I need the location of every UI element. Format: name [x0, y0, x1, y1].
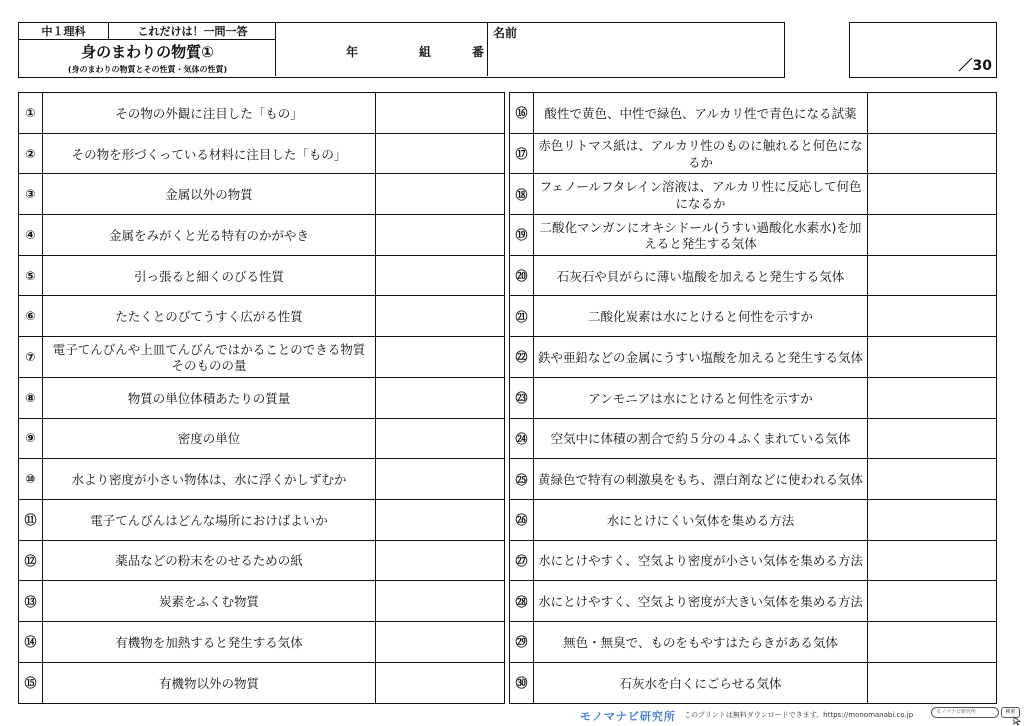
question-row [510, 256, 996, 297]
question-row [19, 541, 504, 582]
question-row [510, 215, 996, 256]
answer-cell[interactable] [376, 174, 504, 214]
answer-cell[interactable] [868, 174, 996, 214]
question-text: 有機物以外の物質 [43, 663, 376, 704]
question-text: 鉄や亜鉛などの金属にうすい塩酸を加えると発生する気体 [534, 337, 868, 377]
answer-cell[interactable] [376, 581, 504, 621]
question-text: 金属をみがくと光る特有のかがやき [43, 215, 376, 255]
question-text: 物質の単位体積あたりの質量 [43, 378, 376, 418]
question-text: 電子てんびんや上皿てんびんではかることのできる物質そのものの量 [43, 337, 376, 377]
score-total: ／30 [958, 58, 992, 74]
question-number: ④ [19, 215, 43, 255]
answer-cell[interactable] [868, 419, 996, 459]
cursor-icon [1013, 716, 1021, 726]
question-number: ② [19, 134, 43, 174]
question-text: 引っ張ると細くのびる性質 [43, 256, 376, 296]
question-text: フェノールフタレイン溶液は、アルカリ性に反応して何色になるか [534, 174, 868, 214]
question-text: 無色・無臭で、ものをもやすはたらきがある気体 [534, 622, 868, 662]
brand-logo: モノマナビ研究所 [580, 710, 676, 723]
series-label: これだけは！一問一答 [109, 23, 276, 40]
answer-cell[interactable] [376, 93, 504, 133]
answer-cell[interactable] [376, 215, 504, 255]
question-number: ㉚ [510, 663, 534, 704]
question-number: ① [19, 93, 43, 133]
question-number: ⑱ [510, 174, 534, 214]
question-text: 薬品などの粉末をのせるための紙 [43, 541, 376, 581]
question-number: ⑦ [19, 337, 43, 377]
answer-cell[interactable] [868, 459, 996, 499]
answer-cell[interactable] [376, 378, 504, 418]
question-row [19, 296, 504, 337]
question-number: ⑭ [19, 622, 43, 662]
question-row [510, 174, 996, 215]
question-number: ㉙ [510, 622, 534, 662]
question-text: 二酸化炭素は水にとけると何性を示すか [534, 296, 868, 336]
download-note: このプリントは無料ダウンロードできます。https://monomanabi.co.jp [684, 711, 914, 719]
question-row [19, 459, 504, 500]
question-row [510, 419, 996, 460]
question-text: たたくとのびてうすく広がる性質 [43, 296, 376, 336]
question-text: 密度の単位 [43, 419, 376, 459]
question-number: ⑪ [19, 500, 43, 540]
answer-cell[interactable] [868, 581, 996, 621]
question-number: ⑮ [19, 663, 43, 704]
search-button: 検索 [1001, 707, 1020, 718]
answer-cell[interactable] [868, 93, 996, 133]
question-number: ⑤ [19, 256, 43, 296]
question-number: ⑬ [19, 581, 43, 621]
question-text: 金属以外の物質 [43, 174, 376, 214]
question-row [19, 93, 504, 134]
question-text: 水にとけやすく、空気より密度が小さい気体を集める方法 [534, 541, 868, 581]
worksheet-header [18, 22, 785, 78]
class-info-block [276, 23, 488, 76]
question-number: ⑨ [19, 419, 43, 459]
question-row [19, 622, 504, 663]
class-label: 組 [419, 45, 432, 59]
question-row [510, 500, 996, 541]
answer-cell[interactable] [868, 215, 996, 255]
question-row [19, 215, 504, 256]
question-row [19, 378, 504, 419]
answer-cell[interactable] [376, 622, 504, 662]
question-text: 空気中に体積の割合で約５分の４ふくまれている気体 [534, 419, 868, 459]
worksheet-title: 身のまわりの物質① [81, 43, 214, 61]
question-text: 赤色リトマス紙は、アルカリ性のものに触れると何色になるか [534, 134, 868, 174]
question-row [19, 174, 504, 215]
question-number: ㉑ [510, 296, 534, 336]
search-box: モノマナビ研究所 [931, 707, 999, 718]
question-row [19, 581, 504, 622]
question-row [510, 622, 996, 663]
question-number: ㉖ [510, 500, 534, 540]
answer-cell[interactable] [376, 337, 504, 377]
question-text: 石灰石や貝がらに薄い塩酸を加えると発生する気体 [534, 256, 868, 296]
question-table-left [18, 92, 505, 704]
question-number: ⑫ [19, 541, 43, 581]
answer-cell[interactable] [868, 296, 996, 336]
question-number: ⑲ [510, 215, 534, 255]
name-label: 名前 [493, 26, 518, 40]
question-text: 石灰水を白くにごらせる気体 [534, 663, 868, 704]
answer-cell[interactable] [868, 134, 996, 174]
question-row [510, 296, 996, 337]
question-text: 黄緑色で特有の刺激臭をもち、漂白剤などに使われる気体 [534, 459, 868, 499]
answer-cell[interactable] [376, 541, 504, 581]
year-label: 年 [346, 45, 359, 59]
answer-cell[interactable] [376, 663, 504, 704]
question-row [19, 419, 504, 460]
question-number: ㉔ [510, 419, 534, 459]
answer-cell[interactable] [868, 378, 996, 418]
question-row [19, 500, 504, 541]
answer-cell[interactable] [868, 663, 996, 704]
question-number: ⑥ [19, 296, 43, 336]
question-text: その物を形づくっている材料に注目した「もの」 [43, 134, 376, 174]
question-row [510, 378, 996, 419]
question-row [19, 663, 504, 704]
question-number: ⑧ [19, 378, 43, 418]
answer-cell[interactable] [868, 337, 996, 377]
question-text: 水より密度が小さい物体は、水に浮くかしずむか [43, 459, 376, 499]
question-number: ⑩ [19, 459, 43, 499]
question-number: ⑰ [510, 134, 534, 174]
question-number: ㉗ [510, 541, 534, 581]
answer-cell[interactable] [376, 296, 504, 336]
number-label: 番 [472, 45, 485, 59]
answer-cell[interactable] [376, 500, 504, 540]
question-number: ③ [19, 174, 43, 214]
question-text: 二酸化マンガンにオキシドール(うすい過酸化水素水)を加えると発生する気体 [534, 215, 868, 255]
question-row [510, 459, 996, 500]
answer-cell[interactable] [376, 419, 504, 459]
answer-cell[interactable] [376, 459, 504, 499]
question-row [19, 256, 504, 297]
worksheet-subtitle: (身のまわりの物質とその性質・気体の性質) [67, 65, 228, 74]
question-text: 酸性で黄色、中性で緑色、アルカリ性で青色になる試薬 [534, 93, 868, 133]
question-text: アンモニアは水にとけると何性を示すか [534, 378, 868, 418]
score-box [849, 22, 997, 78]
question-text: その物の外観に注目した「もの」 [43, 93, 376, 133]
question-text: 炭素をふくむ物質 [43, 581, 376, 621]
answer-cell[interactable] [868, 622, 996, 662]
question-number: ㉓ [510, 378, 534, 418]
question-row [19, 134, 504, 175]
answer-cell[interactable] [868, 256, 996, 296]
question-text: 水にとけやすく、空気より密度が大きい気体を集める方法 [534, 581, 868, 621]
question-number: ⑯ [510, 93, 534, 133]
question-number: ㉘ [510, 581, 534, 621]
question-table-right [509, 92, 997, 704]
question-number: ⑳ [510, 256, 534, 296]
footer [0, 704, 1024, 724]
grade-subject-label: 中１理科 [19, 23, 109, 40]
answer-cell[interactable] [376, 256, 504, 296]
answer-cell[interactable] [868, 541, 996, 581]
question-row [510, 581, 996, 622]
answer-cell[interactable] [868, 500, 996, 540]
question-text: 水にとけにくい気体を集める方法 [534, 500, 868, 540]
question-row [510, 337, 996, 378]
question-text: 電子てんびんはどんな場所におけばよいか [43, 500, 376, 540]
question-row [510, 541, 996, 582]
question-row [510, 93, 996, 134]
answer-cell[interactable] [376, 134, 504, 174]
question-number: ㉒ [510, 337, 534, 377]
question-text: 有機物を加熱すると発生する気体 [43, 622, 376, 662]
question-row [510, 134, 996, 175]
question-row [510, 663, 996, 704]
question-number: ㉕ [510, 459, 534, 499]
question-row [19, 337, 504, 378]
